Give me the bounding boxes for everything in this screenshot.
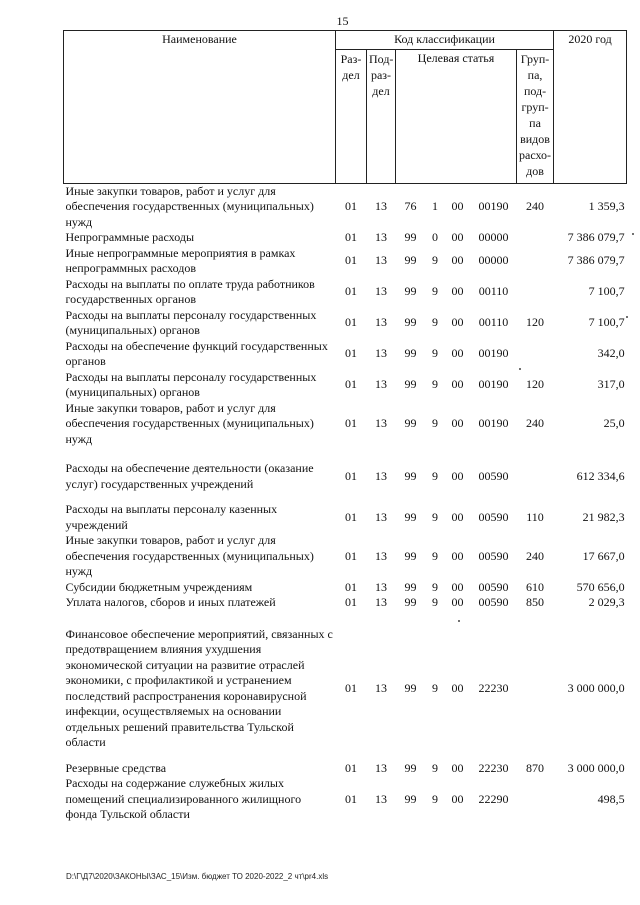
row-name: Иные закупки товаров, работ и услуг для обеспечения государственных (муниципальных) нужд (65, 400, 314, 446)
row-section: 01 (345, 315, 357, 330)
row-expense-group (517, 277, 554, 308)
row-target-main-event: 00 (451, 199, 464, 213)
row-target-direction: 00190 (478, 377, 509, 392)
table-row (64, 761, 627, 777)
row-amount: 342,0 (597, 346, 625, 361)
header-subsection: Под- раз- дел (367, 49, 396, 183)
row-target-main-event: 00 (451, 284, 464, 299)
row-expense-group: 120 (526, 315, 545, 330)
row-target-subprogram: 9 (432, 377, 438, 392)
row-target-direction: 00190 (478, 416, 509, 430)
row-name: Иные закупки товаров, работ и услуг для обеспечения государственных (муниципальных) нужд (65, 183, 314, 229)
row-target-main-event: 00 (451, 230, 464, 244)
row-amount: 1 359,3 (588, 199, 625, 213)
row-amount: 570 656,0 (576, 579, 625, 594)
row-target-subprogram: 1 (432, 199, 438, 213)
table-row (64, 308, 627, 339)
row-target-direction: 00590 (478, 548, 509, 563)
row-subsection: 13 (375, 284, 387, 299)
row-spacer (64, 447, 627, 461)
row-target-main-event: 00 (451, 377, 464, 392)
row-amount: 17 667,0 (582, 548, 625, 563)
row-name: Уплата налогов, сборов и иных платежей (65, 595, 276, 609)
row-target-main-event: 00 (451, 579, 464, 594)
header-name: Наименование (64, 31, 336, 184)
row-name: Непрограммные расходы (65, 230, 195, 244)
row-section: 01 (345, 760, 357, 775)
table-row (64, 580, 627, 596)
table-row (64, 370, 627, 401)
page-number: 15 (336, 14, 349, 28)
table-row (64, 246, 627, 277)
row-subsection: 13 (375, 509, 387, 524)
row-amount: 7 386 079,7 (567, 253, 625, 268)
row-target-program: 99 (404, 253, 417, 268)
row-amount: 7 386 079,7 (567, 230, 625, 244)
table-row (64, 502, 627, 533)
row-target-direction: 22230 (478, 760, 509, 775)
row-subsection: 13 (375, 760, 387, 775)
row-target-program: 99 (404, 284, 417, 299)
row-section: 01 (345, 230, 357, 244)
row-section: 01 (345, 509, 357, 524)
header-classification: Код классификации (336, 31, 554, 50)
row-subsection: 13 (375, 253, 387, 268)
row-target-main-event: 00 (451, 416, 464, 430)
row-target-program: 99 (404, 315, 417, 330)
row-target-subprogram: 9 (432, 346, 438, 361)
row-target-subprogram: 9 (432, 579, 438, 594)
row-target-main-event: 00 (451, 315, 464, 330)
row-spacer (64, 611, 627, 627)
row-name: Финансовое обеспечение мероприятий, связанных с предотвращением влияния ухудшения экономической ситуации на развитие отраслей экономики, с профилактикой и устранением последствий распространения коронавирусной инфекции, осуществляемых на основании отдельных решений правительства Тульской области (65, 626, 333, 749)
row-subsection: 13 (375, 346, 387, 361)
row-target-program: 99 (404, 595, 417, 609)
row-section: 01 (345, 680, 357, 695)
row-target-program: 99 (404, 230, 417, 244)
row-target-program: 99 (404, 468, 417, 483)
row-target-subprogram: 9 (432, 509, 438, 524)
row-target-direction: 00110 (478, 284, 509, 299)
row-target-direction: 00590 (478, 468, 509, 483)
table-row (64, 627, 627, 751)
header-expense-group: Груп- па, под- груп- па видов расхо- дов (517, 49, 554, 183)
row-section: 01 (345, 377, 357, 392)
row-amount: 21 982,3 (582, 509, 625, 524)
row-target-main-event: 00 (451, 548, 464, 563)
row-target-subprogram: 0 (432, 230, 438, 244)
table-row (64, 277, 627, 308)
row-expense-group (517, 627, 554, 751)
row-amount: 7 100,7 (588, 284, 625, 299)
row-target-program: 99 (404, 680, 417, 695)
row-subsection: 13 (375, 199, 387, 213)
row-expense-group (517, 230, 554, 246)
row-target-direction: 22230 (478, 680, 509, 695)
row-target-direction: 22290 (478, 791, 509, 806)
row-target-subprogram: 9 (432, 680, 438, 695)
row-section: 01 (345, 199, 357, 213)
row-target-program: 99 (404, 579, 417, 594)
scan-speck (626, 316, 628, 318)
row-target-program: 99 (404, 791, 417, 806)
row-subsection: 13 (375, 416, 387, 430)
row-target-main-event: 00 (451, 509, 464, 524)
scan-speck (519, 368, 521, 370)
row-amount: 612 334,6 (576, 468, 625, 483)
row-target-subprogram: 9 (432, 791, 438, 806)
row-target-main-event: 00 (451, 680, 464, 695)
row-target-program: 99 (404, 346, 417, 361)
row-target-subprogram: 9 (432, 315, 438, 330)
table-row (64, 776, 627, 823)
row-subsection: 13 (375, 315, 387, 330)
scan-speck (458, 620, 460, 622)
row-target-main-event: 00 (451, 253, 464, 268)
row-section: 01 (345, 468, 357, 483)
row-target-direction: 00110 (478, 315, 509, 330)
row-subsection: 13 (375, 791, 387, 806)
row-name: Расходы на выплаты по оплате труда работников государственных органов (65, 276, 315, 306)
row-target-main-event: 00 (451, 468, 464, 483)
row-amount: 25,0 (603, 416, 625, 430)
row-target-subprogram: 9 (432, 416, 438, 430)
row-name: Расходы на обеспечение функций государственных органов (65, 338, 328, 368)
row-section: 01 (345, 579, 357, 594)
row-expense-group: 120 (526, 377, 545, 392)
row-expense-group: 240 (526, 548, 545, 563)
row-subsection: 13 (375, 595, 387, 609)
row-target-direction: 00000 (478, 253, 509, 268)
row-target-direction: 00590 (478, 579, 509, 594)
row-subsection: 13 (375, 579, 387, 594)
row-target-subprogram: 9 (432, 548, 438, 563)
row-target-program: 99 (404, 509, 417, 524)
row-name: Иные непрограммные мероприятия в рамках непрограммных расходов (65, 245, 296, 275)
row-section: 01 (345, 416, 357, 430)
scan-speck (632, 233, 634, 235)
row-target-program: 99 (404, 548, 417, 563)
row-expense-group (517, 339, 554, 370)
row-subsection: 13 (375, 680, 387, 695)
row-name: Резервные средства (65, 760, 167, 775)
row-name: Расходы на выплаты персоналу государственных (муниципальных) органов (65, 307, 317, 337)
row-expense-group (517, 461, 554, 492)
row-name: Иные закупки товаров, работ и услуг для обеспечения государственных (муниципальных) нужд (65, 533, 314, 578)
table-row (64, 401, 627, 448)
row-expense-group (517, 246, 554, 277)
row-expense-group (517, 776, 554, 823)
row-expense-group: 240 (526, 416, 545, 430)
row-target-subprogram: 9 (432, 284, 438, 299)
row-amount: 317,0 (597, 377, 625, 392)
row-target-subprogram: 9 (432, 468, 438, 483)
row-target-direction: 00590 (478, 595, 509, 609)
row-target-main-event: 00 (451, 346, 464, 361)
row-target-main-event: 00 (451, 595, 464, 609)
table-row (64, 339, 627, 370)
row-spacer (64, 492, 627, 502)
row-expense-group: 240 (526, 199, 545, 213)
row-name: Расходы на выплаты персоналу государственных (муниципальных) органов (65, 369, 317, 399)
row-target-main-event: 00 (451, 760, 464, 775)
budget-table (63, 30, 627, 823)
row-target-program: 76 (404, 199, 417, 213)
row-target-subprogram: 9 (432, 760, 438, 775)
header-year: 2020 год (554, 31, 627, 184)
row-amount: 3 000 000,0 (567, 760, 625, 775)
row-target-direction: 00190 (478, 346, 509, 361)
row-target-subprogram: 9 (432, 253, 438, 268)
row-amount: 2 029,3 (588, 595, 625, 609)
header-section: Раз- дел (336, 49, 367, 183)
row-target-main-event: 00 (451, 791, 464, 806)
row-subsection: 13 (375, 377, 387, 392)
footer-file-path: D:\Г\Д7\2020\ЗАКОНЫ\ЗАС_15\Изм. бюджет ТО 2020-2022_2 чт\pr4.xls (66, 872, 329, 881)
row-section: 01 (345, 346, 357, 361)
table-row (64, 183, 627, 230)
row-name: Расходы на выплаты персоналу казенных учреждений (65, 502, 278, 532)
table-row (64, 230, 627, 246)
row-target-program: 99 (404, 416, 417, 430)
row-section: 01 (345, 595, 357, 609)
row-expense-group: 850 (526, 595, 545, 609)
row-target-subprogram: 9 (432, 595, 438, 609)
row-subsection: 13 (375, 548, 387, 563)
table-row (64, 595, 627, 611)
row-expense-group: 870 (526, 760, 545, 775)
row-subsection: 13 (375, 230, 387, 244)
row-expense-group: 610 (526, 579, 545, 594)
header-target-article: Целевая статья (396, 49, 517, 183)
row-name: Субсидии бюджетным учреждениям (65, 579, 253, 594)
row-section: 01 (345, 548, 357, 563)
table-row (64, 461, 627, 492)
row-subsection: 13 (375, 468, 387, 483)
table-body (64, 183, 627, 823)
row-target-direction: 00190 (478, 199, 509, 213)
row-amount: 3 000 000,0 (567, 680, 625, 695)
row-section: 01 (345, 253, 357, 268)
row-spacer (64, 751, 627, 761)
row-name: Расходы на содержание служебных жилых помещений специализированного жилищного фонда Тульской области (65, 776, 302, 821)
row-target-direction: 00590 (478, 509, 509, 524)
row-name: Расходы на обеспечение деятельности (оказание услуг) государственных учреждений (65, 461, 314, 491)
row-section: 01 (345, 284, 357, 299)
row-target-program: 99 (404, 760, 417, 775)
table-row (64, 533, 627, 580)
row-amount: 498,5 (597, 791, 625, 806)
row-target-program: 99 (404, 377, 417, 392)
row-section: 01 (345, 791, 357, 806)
row-amount: 7 100,7 (588, 315, 625, 330)
row-expense-group: 110 (526, 509, 544, 524)
row-target-direction: 00000 (478, 230, 509, 244)
